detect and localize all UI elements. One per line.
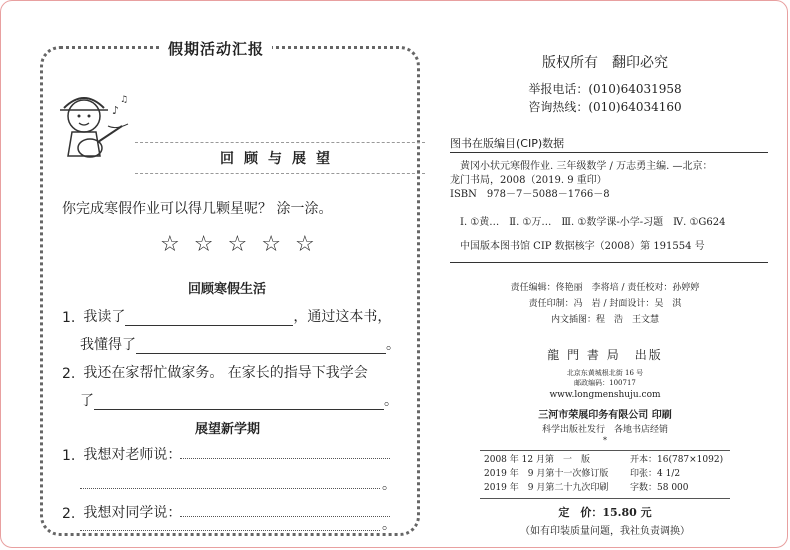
printing-number: 2019 年 9 月第二十九次印刷 xyxy=(484,483,609,493)
item4-number: 2. xyxy=(62,506,76,522)
item1-line2 xyxy=(80,334,400,354)
item3-line xyxy=(62,444,181,464)
colophon-page xyxy=(440,40,770,540)
item1-end: 。 xyxy=(386,337,400,353)
cip-line-5: 中国版本图书馆 CIP 数据核字（2008）第 191554 号 xyxy=(460,241,705,252)
staff-editors: 责任编辑：佟艳丽 李将培 / 责任校对：孙婷婷 xyxy=(510,283,700,293)
printer-name: 三河市荣展印务有限公司 印刷 xyxy=(538,410,672,421)
staff-illustrations: 内文插图：程 浩 王文慧 xyxy=(550,315,659,325)
item1-line1 xyxy=(62,306,391,326)
cip-top-rule xyxy=(450,152,768,153)
item2-text-a: 我还在家帮忙做家务。 在家长的指导下我学会 xyxy=(83,365,368,381)
learned-blank[interactable] xyxy=(136,337,386,354)
cip-line-1: 黄冈小状元寒假作业. 三年级数学 / 万志勇主编. —北京： xyxy=(460,161,713,172)
star-question: 你完成寒假作业可以得几颗星呢？ 涂一涂。 xyxy=(62,201,333,217)
section-outlook-title: 展望新学期 xyxy=(195,422,261,437)
svg-text:♪: ♪ xyxy=(112,104,120,117)
sheets-count: 印张：4 1/2 xyxy=(630,469,681,479)
edition-bottom-rule xyxy=(480,498,730,499)
item1-text-a: 我读了 xyxy=(83,309,126,325)
item3-text: 我想对老师说： xyxy=(83,447,182,463)
item1-text-b: ，通过这本书， xyxy=(293,309,392,325)
word-count: 字数：58 000 xyxy=(630,483,689,493)
cip-line-3: ISBN 978－7－5088－1766－8 xyxy=(450,189,610,200)
classmate-answer-line[interactable] xyxy=(80,530,380,531)
edition-top-rule xyxy=(480,450,730,451)
star-icon[interactable]: ☆ xyxy=(160,232,180,257)
distributor: 科学出版社发行 各地书店经销 xyxy=(541,425,668,435)
item4-end: 。 xyxy=(382,517,396,533)
teacher-answer-line[interactable] xyxy=(180,458,390,459)
edition-first: 2008 年 12 月第 一 版 xyxy=(484,455,590,465)
report-phone: 举报电话：(010)64031958 xyxy=(528,82,682,96)
staff-production: 责任印制：冯 岩 / 封面设计：吴 淇 xyxy=(528,299,682,309)
star-icon[interactable]: ☆ xyxy=(261,232,281,257)
cip-line-2: 龙门书局，2008（2019. 9 重印） xyxy=(450,175,607,186)
section-review-title: 回顾寒假生活 xyxy=(188,282,267,297)
publisher-name: 龍 門 書 局 出版 xyxy=(547,348,663,362)
item3-number: 1. xyxy=(62,448,76,464)
publisher-postcode: 邮政编码：100717 xyxy=(574,379,636,387)
item4-text: 我想对同学说： xyxy=(83,505,182,521)
item2-text-b: 了 xyxy=(80,393,94,409)
separator-star: * xyxy=(603,436,607,445)
chores-blank[interactable] xyxy=(94,393,384,410)
consult-phone: 咨询热线：(010)64034160 xyxy=(528,100,682,114)
mascot-girl-with-guitar-icon xyxy=(50,86,132,172)
svg-text:♫: ♫ xyxy=(120,95,129,105)
copyright-notice: 版权所有 翻印必究 xyxy=(542,55,668,71)
item3-end: 。 xyxy=(382,477,396,493)
format-size: 开本：16(787×1092) xyxy=(630,455,724,465)
item2-end: 。 xyxy=(384,393,398,409)
quality-notice: （如有印装质量问题，我社负责调换） xyxy=(520,526,690,537)
star-rating[interactable] xyxy=(160,232,315,257)
worksheet-title: 假期活动汇报 xyxy=(160,38,272,59)
item2-line2 xyxy=(80,390,398,410)
item2-line1 xyxy=(62,362,368,382)
item1-text-c: 我懂得了 xyxy=(80,337,136,353)
worksheet-page xyxy=(40,40,420,536)
publisher-address: 北京东黄城根北街 16 号 xyxy=(566,369,644,377)
cip-line-4: Ⅰ. ①黄… Ⅱ. ①万… Ⅲ. ①数学课-小学-习题 Ⅳ. ①G624 xyxy=(460,217,726,228)
book-title-blank[interactable] xyxy=(125,309,293,326)
item1-number: 1. xyxy=(62,310,76,326)
item2-number: 2. xyxy=(62,366,76,382)
item4-line xyxy=(62,502,181,522)
cip-bottom-rule xyxy=(450,262,768,263)
star-icon[interactable]: ☆ xyxy=(294,232,315,257)
classmate-answer-line[interactable] xyxy=(180,516,390,517)
edition-revised: 2019 年 9 月第十一次修订版 xyxy=(484,469,609,479)
cip-heading: 图书在版编目(CIP)数据 xyxy=(450,137,565,150)
banner-title: 回顾与展望 xyxy=(135,142,425,174)
star-icon[interactable]: ☆ xyxy=(193,232,214,257)
star-icon[interactable]: ☆ xyxy=(227,232,248,257)
publisher-website: www.longmenshuju.com xyxy=(549,390,661,400)
price: 定 价：15.80 元 xyxy=(558,506,652,519)
teacher-answer-line[interactable] xyxy=(80,488,380,489)
